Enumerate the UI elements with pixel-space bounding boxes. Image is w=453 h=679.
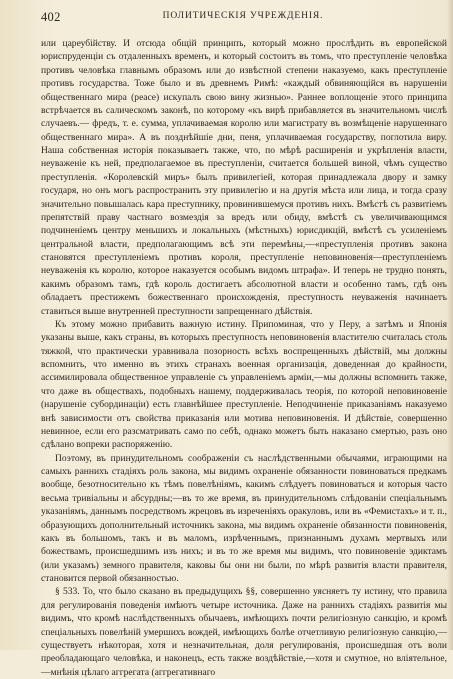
paragraph-4: § 533. То, что было сказано въ предыдущихъ §§, совершенно уясняетъ ту истину, что правила для регулированія поведенія имѣютъ четыре источника. Даже на раннихъ стадіяхъ развитія мы видимъ, что кромѣ наслѣдственныхъ обычаевъ, имѣющихъ почти религіозную санкцію, и кромѣ спеціальныхъ повелѣній умершихъ вождей, имѣющихъ болѣе отчетливую религіозную санкцію,— существуетъ нѣкоторая, хотя и незначительная, доля регулированія, происшедшая отъ воли преобладающаго человѣка, и наконецъ, есть также воздѣйствіе,—хотя и смутное, но вліятельное,—мнѣнія цѣлаго аггрегата (аггрегативнаго	[41, 586, 447, 678]
paragraph-2: Къ этому можно прибавить важную истину. Припоминая, что у Перу, а затѣмъ и Японія указаны выше, какъ страны, въ которыхъ преступность неповиновенія властителю считалась столь тяжкой, что практически уравнивала позорность всѣхъ воспрещенныхъ дѣйствій, мы должны вспомнить, что именно въ этихъ странахъ военная организація, доведенная до крайности, ассимилировала общественное управленіе съ управленіемъ арміи,—мы должны вспомнить также, что даже въ обществахъ, подобныхъ нашему, поддерживалась теорія, по которой неповиновеніе (нарушеніе субординаціи) есть главнѣйшее преступленіе. Неподчиненіе приказаніямъ наказуемо внѣ зависимости отъ свойства приказанія или мотива неповиновенія. И дѣйствіе, совершенно невинное, если его разсматривать само по себѣ, однако можетъ быть наказано смертью, разъ оно сдѣлано вопреки распоряженію.	[41, 318, 447, 451]
running-head: ПОЛИТИЧЕСКІЯ УЧРЕЖДЕНІЯ.	[162, 11, 324, 21]
body-text	[41, 37, 447, 678]
page-header	[41, 10, 445, 26]
paragraph-1: или цареубійству. И отсюда общій принципъ, который можно прослѣдить въ европейской юриспруденціи съ отдаленныхъ временъ, и который состоитъ въ томъ, что преступленіе человѣка противъ человѣка главнымъ образомъ или до извѣстной степени наказуемо, какъ преступленіе противъ государства. Тоже было и въ древнемъ Римѣ: «каждый обвиняющійся въ нарушеніи общественнаго мира (peace) искупалъ свою вину жизнью». Раннее воплощеніе этого принципа встрѣчается въ салическомъ законѣ, по которому «къ вирѣ прибавляется въ значительномъ числѣ случаевъ.— фредъ, т. е. сумма, уплачиваемая королю или магистрату въ возмѣщеніе нарушеннаго общественнаго мира». А въ позднѣйшіе дни, пеня, уплачиваемая государству, поглотила виру. Наша собственная исторія показываетъ также, что, по мѣрѣ расширенія и укрѣпленія власти, неуваженіе къ ней, предполагаемое въ преступленіи, считается большей виной, чѣмъ существо преступленія. «Королевскій миръ» былъ привилегіей, которая принадлежала двору и замку государя, но онъ могъ распространить эту привилегію и на другія мѣста или лица, и тогда сразу значительно повышалась кара преступнику, провинившемуся противъ нихъ. Вмѣстѣ съ развитіемъ препятствій праву частнаго возмездія за вредъ или обиду, вмѣстѣ съ увеличивающимся подчиненіемъ центру меньшихъ и локальныхъ (мѣстныхъ) юрисдикцій, вмѣстѣ съ усиленіемъ центральной власти, предполагающимъ всѣ эти перемѣны,—«преступленія противъ закона становятся преступленіемъ противъ короля, преступленіе неповиновенія—преступленіемъ неуваженія къ королю, которое наказуется особымъ видомъ штрафа». И теперь не трудно понять, какимъ образомъ тамъ, гдѣ король достигаетъ абсолютной власти и особенно тамъ, гдѣ онъ обладаетъ престижемъ божественнаго происхожденія, преступность неуваженія начинаетъ ставиться выше внутренней преступности запрещеннаго дѣйствія.	[41, 38, 447, 317]
page-edge-shadow	[447, 0, 453, 650]
paragraph-3: Поэтому, въ принудительномъ соображеніи съ наслѣдственными обычаями, играющими на самыхъ раннихъ стадіяхъ роль закона, мы видимъ охраненіе обязанности повиноваться предкамъ вообще, безотносительно къ тѣмъ повелѣніямъ, какимъ слѣдуетъ повиноваться и которыя часто весьма тривіальны и абсурдны;—въ то же время, въ принудительномъ слѣдованіи спеціальнымъ указаніямъ, даннымъ посредствомъ жрецовъ въ изреченіяхъ оракуловъ, или въ «Фемистахъ» и т. п., образующихъ дополнительный источникъ закона, мы видимъ охраненіе обязанности повиновенія, какъ въ большомъ, такъ и въ маломъ, изрѣченнымъ, признаннымъ духамъ мертвыхъ или божествамъ, происшедшимъ изъ нихъ; и въ то же время мы видимъ, что повиновеніе эдиктамъ (или указамъ) земного правителя, каковы бы они ни были, по мѣрѣ развитія власти правителя, становится первой обязанностью.	[41, 452, 447, 584]
page-number: 402	[41, 10, 61, 24]
